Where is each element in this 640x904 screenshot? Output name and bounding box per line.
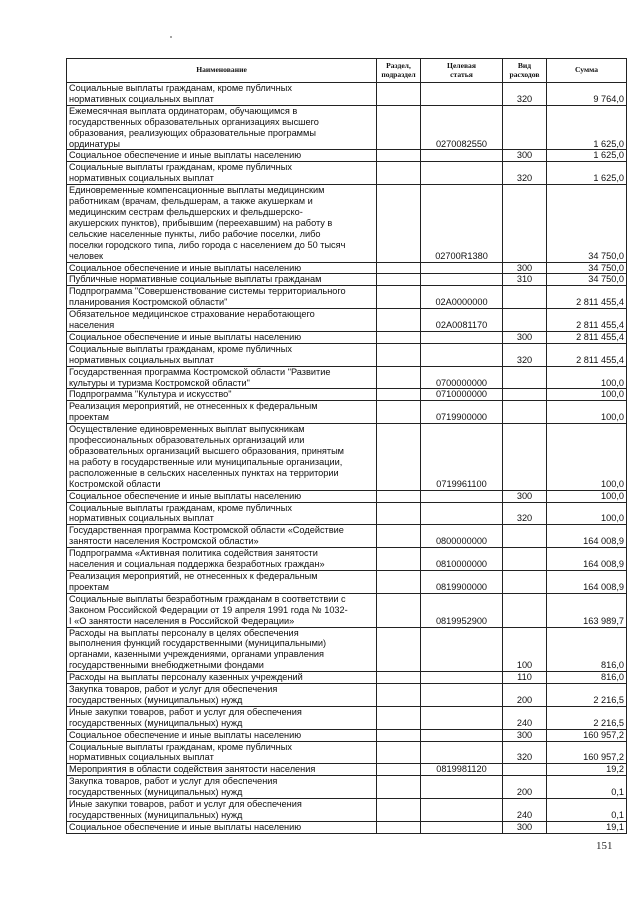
row-type-cell: 200 (503, 776, 547, 799)
row-sum-cell: 164 008,9 (547, 548, 627, 571)
row-name-cell: Публичные нормативные социальные выплаты гражданам (67, 274, 377, 286)
row-section-cell (377, 776, 421, 799)
row-target-cell: 0710000000 (421, 389, 503, 401)
row-target-cell (421, 799, 503, 822)
row-sum-cell: 160 957,2 (547, 729, 627, 741)
row-name-cell: Мероприятия в области содействия занятости населения (67, 764, 377, 776)
column-header-type: Вид расходов (503, 59, 547, 83)
row-target-cell: 0800000000 (421, 525, 503, 548)
row-sum-cell: 34 750,0 (547, 274, 627, 286)
row-type-cell: 200 (503, 684, 547, 707)
row-section-cell (377, 105, 421, 150)
table-row (67, 424, 627, 490)
table-row (67, 548, 627, 571)
row-name-cell: Подпрограмма "Культура и искусство" (67, 389, 377, 401)
row-type-cell: 300 (503, 150, 547, 162)
row-name-cell: Государственная программа Костромской области "Развитие культуры и туризма Костромской области" (67, 366, 377, 389)
row-section-cell (377, 764, 421, 776)
row-sum-cell: 164 008,9 (547, 570, 627, 593)
row-target-cell: 0719900000 (421, 401, 503, 424)
row-sum-cell: 1 625,0 (547, 105, 627, 150)
row-type-cell: 300 (503, 331, 547, 343)
row-sum-cell: 164 008,9 (547, 525, 627, 548)
column-header-sum: Сумма (547, 59, 627, 83)
row-sum-cell: 160 957,2 (547, 741, 627, 764)
row-target-cell (421, 502, 503, 525)
row-type-cell: 320 (503, 162, 547, 185)
row-section-cell (377, 799, 421, 822)
row-type-cell (503, 764, 547, 776)
row-section-cell (377, 366, 421, 389)
row-sum-cell: 2 811 455,4 (547, 286, 627, 309)
row-name-cell: Социальное обеспечение и иные выплаты населению (67, 729, 377, 741)
table-row (67, 150, 627, 162)
row-target-cell (421, 274, 503, 286)
row-name-cell: Иные закупки товаров, работ и услуг для обеспечения государственных (муниципальных) нужд (67, 706, 377, 729)
row-section-cell (377, 343, 421, 366)
row-type-cell: 240 (503, 799, 547, 822)
row-type-cell: 320 (503, 502, 547, 525)
row-name-cell: Социальные выплаты гражданам, кроме публичных нормативных социальных выплат (67, 502, 377, 525)
row-section-cell (377, 502, 421, 525)
page-number: 151 (596, 840, 613, 852)
table-row (67, 401, 627, 424)
row-section-cell (377, 570, 421, 593)
row-sum-cell: 0,1 (547, 799, 627, 822)
row-section-cell (377, 821, 421, 833)
table-row (67, 776, 627, 799)
row-type-cell (503, 525, 547, 548)
row-type-cell (503, 401, 547, 424)
row-name-cell: Ежемесячная выплата ординаторам, обучающимся в государственных образовательных организациях высшего образования, реализующих образовательные программы ординатуры (67, 105, 377, 150)
row-name-cell: Социальное обеспечение и иные выплаты населению (67, 331, 377, 343)
row-sum-cell: 2 811 455,4 (547, 343, 627, 366)
row-section-cell (377, 593, 421, 627)
row-section-cell (377, 331, 421, 343)
table-row (67, 309, 627, 332)
row-type-cell: 320 (503, 343, 547, 366)
row-sum-cell: 34 750,0 (547, 262, 627, 274)
row-target-cell (421, 741, 503, 764)
row-type-cell (503, 366, 547, 389)
row-sum-cell: 100,0 (547, 424, 627, 490)
row-section-cell (377, 274, 421, 286)
table-row (67, 706, 627, 729)
row-sum-cell: 1 625,0 (547, 162, 627, 185)
row-type-cell: 300 (503, 729, 547, 741)
row-target-cell (421, 729, 503, 741)
table-row (67, 105, 627, 150)
row-section-cell (377, 525, 421, 548)
row-section-cell (377, 424, 421, 490)
column-header-target: Целевая статья (421, 59, 503, 83)
table-row (67, 672, 627, 684)
row-name-cell: Социальные выплаты гражданам, кроме публичных нормативных социальных выплат (67, 83, 377, 106)
row-type-cell: 320 (503, 741, 547, 764)
row-name-cell: Социальные выплаты гражданам, кроме публичных нормативных социальных выплат (67, 162, 377, 185)
row-name-cell: Государственная программа Костромской области «Содействие занятости населения Костромской области» (67, 525, 377, 548)
row-type-cell (503, 424, 547, 490)
row-target-cell: 0819952900 (421, 593, 503, 627)
row-name-cell: Расходы на выплаты персоналу казенных учреждений (67, 672, 377, 684)
row-target-cell: 02А0000000 (421, 286, 503, 309)
table-row (67, 741, 627, 764)
row-name-cell: Расходы на выплаты персоналу в целях обеспечения выполнения функций государственными (муниципальными) органами, казенными учреждениями, органами управления государственными внебюджетными фондами (67, 627, 377, 672)
row-name-cell: Социальное обеспечение и иные выплаты населению (67, 490, 377, 502)
row-section-cell (377, 627, 421, 672)
row-name-cell: Социальные выплаты гражданам, кроме публичных нормативных социальных выплат (67, 741, 377, 764)
row-section-cell (377, 262, 421, 274)
row-target-cell (421, 262, 503, 274)
row-section-cell (377, 150, 421, 162)
row-sum-cell: 9 764,0 (547, 83, 627, 106)
row-sum-cell: 2 811 455,4 (547, 331, 627, 343)
row-sum-cell: 1 625,0 (547, 150, 627, 162)
table-row (67, 684, 627, 707)
column-header-name: Наименование (67, 59, 377, 83)
table-row (67, 366, 627, 389)
row-section-cell (377, 185, 421, 262)
table-row (67, 331, 627, 343)
table-row (67, 570, 627, 593)
table-row (67, 83, 627, 106)
row-section-cell (377, 83, 421, 106)
row-section-cell (377, 548, 421, 571)
row-target-cell: 0719961100 (421, 424, 503, 490)
row-section-cell (377, 672, 421, 684)
table-row (67, 490, 627, 502)
row-target-cell (421, 150, 503, 162)
row-target-cell: 0700000000 (421, 366, 503, 389)
row-type-cell (503, 185, 547, 262)
row-section-cell (377, 741, 421, 764)
row-sum-cell: 0,1 (547, 776, 627, 799)
scan-speck (170, 36, 172, 38)
row-target-cell (421, 672, 503, 684)
row-name-cell: Подпрограмма "Совершенствование системы территориального планирования Костромской области" (67, 286, 377, 309)
row-section-cell (377, 729, 421, 741)
row-sum-cell: 816,0 (547, 627, 627, 672)
row-type-cell: 300 (503, 490, 547, 502)
row-section-cell (377, 490, 421, 502)
column-header-section: Раздел, подраздел (377, 59, 421, 83)
row-section-cell (377, 684, 421, 707)
table-header-row (67, 59, 627, 83)
row-target-cell: 0270082550 (421, 105, 503, 150)
row-type-cell (503, 548, 547, 571)
row-type-cell: 100 (503, 627, 547, 672)
row-sum-cell: 34 750,0 (547, 185, 627, 262)
row-type-cell (503, 309, 547, 332)
table-row (67, 262, 627, 274)
row-type-cell: 240 (503, 706, 547, 729)
row-target-cell: 0810000000 (421, 548, 503, 571)
row-sum-cell: 2 811 455,4 (547, 309, 627, 332)
row-type-cell (503, 593, 547, 627)
row-sum-cell: 19,1 (547, 821, 627, 833)
table-row (67, 286, 627, 309)
row-section-cell (377, 401, 421, 424)
row-name-cell: Осуществление единовременных выплат выпускникам профессиональных образовательных организаций или образовательных организаций высшего образования, принятым на работу в государственные или муниципальные организации, расположенные в сельских населенных пунктах на территории Костромской области (67, 424, 377, 490)
row-sum-cell: 816,0 (547, 672, 627, 684)
budget-table (66, 58, 627, 834)
row-sum-cell: 19,2 (547, 764, 627, 776)
row-name-cell: Реализация мероприятий, не отнесенных к федеральным проектам (67, 401, 377, 424)
row-target-cell (421, 83, 503, 106)
row-sum-cell: 100,0 (547, 490, 627, 502)
row-target-cell: 02А0081170 (421, 309, 503, 332)
row-section-cell (377, 706, 421, 729)
row-section-cell (377, 309, 421, 332)
row-type-cell: 110 (503, 672, 547, 684)
row-name-cell: Закупка товаров, работ и услуг для обеспечения государственных (муниципальных) нужд (67, 776, 377, 799)
row-sum-cell: 100,0 (547, 366, 627, 389)
row-target-cell (421, 331, 503, 343)
table-row (67, 162, 627, 185)
row-target-cell (421, 162, 503, 185)
row-name-cell: Социальное обеспечение и иные выплаты населению (67, 150, 377, 162)
table-row (67, 525, 627, 548)
table-row (67, 764, 627, 776)
row-section-cell (377, 389, 421, 401)
row-target-cell (421, 776, 503, 799)
row-type-cell (503, 389, 547, 401)
row-name-cell: Социальные выплаты гражданам, кроме публичных нормативных социальных выплат (67, 343, 377, 366)
table-row (67, 821, 627, 833)
row-section-cell (377, 286, 421, 309)
table-row (67, 343, 627, 366)
row-target-cell (421, 684, 503, 707)
row-type-cell: 300 (503, 821, 547, 833)
row-name-cell: Социальное обеспечение и иные выплаты населению (67, 821, 377, 833)
table-row (67, 185, 627, 262)
row-sum-cell: 2 216,5 (547, 684, 627, 707)
row-section-cell (377, 162, 421, 185)
row-sum-cell: 100,0 (547, 502, 627, 525)
row-target-cell (421, 821, 503, 833)
row-sum-cell: 2 216,5 (547, 706, 627, 729)
row-target-cell: 0819900000 (421, 570, 503, 593)
row-name-cell: Обязательное медицинское страхование неработающего населения (67, 309, 377, 332)
row-name-cell: Реализация мероприятий, не отнесенных к федеральным проектам (67, 570, 377, 593)
row-name-cell: Социальные выплаты безработным гражданам в соответствии с Законом Российской Федерации от 19 апреля 1991 года № 1032- I «О занятости населения в Российской Федерации» (67, 593, 377, 627)
table-row (67, 799, 627, 822)
row-sum-cell: 163 989,7 (547, 593, 627, 627)
row-target-cell: 02700R1380 (421, 185, 503, 262)
row-type-cell (503, 286, 547, 309)
row-target-cell (421, 706, 503, 729)
row-target-cell (421, 627, 503, 672)
table-row (67, 729, 627, 741)
row-name-cell: Единовременные компенсационные выплаты медицинским работникам (врачам, фельдшерам, а также акушеркам и медицинским сестрам фельдшерских и фельдшерско- акушерских пунктов), прибывшим (переехавшим) на работу в сельские населенные пункты, либо рабочие поселки, либо поселки городского типа, либо города с населением до 50 тысяч человек (67, 185, 377, 262)
table-body (67, 83, 627, 834)
row-name-cell: Иные закупки товаров, работ и услуг для обеспечения государственных (муниципальных) нужд (67, 799, 377, 822)
row-target-cell: 0819981120 (421, 764, 503, 776)
table-row (67, 627, 627, 672)
row-name-cell: Закупка товаров, работ и услуг для обеспечения государственных (муниципальных) нужд (67, 684, 377, 707)
table-row (67, 274, 627, 286)
row-sum-cell: 100,0 (547, 401, 627, 424)
row-target-cell (421, 343, 503, 366)
row-type-cell: 320 (503, 83, 547, 106)
row-type-cell (503, 570, 547, 593)
row-type-cell: 310 (503, 274, 547, 286)
row-name-cell: Социальное обеспечение и иные выплаты населению (67, 262, 377, 274)
table-row (67, 502, 627, 525)
row-target-cell (421, 490, 503, 502)
table-row (67, 389, 627, 401)
row-type-cell: 300 (503, 262, 547, 274)
row-name-cell: Подпрограмма «Активная политика содействия занятости населения и социальная поддержка безработных граждан» (67, 548, 377, 571)
row-sum-cell: 100,0 (547, 389, 627, 401)
row-type-cell (503, 105, 547, 150)
table-row (67, 593, 627, 627)
